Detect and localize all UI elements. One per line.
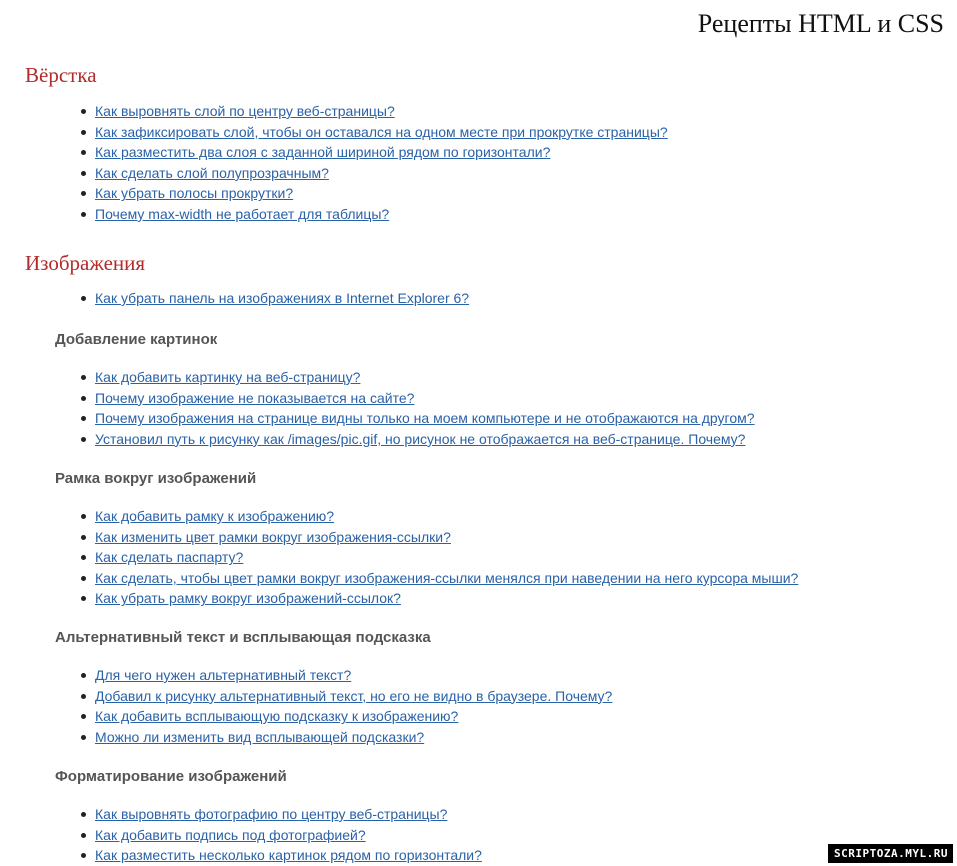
bullet-icon: [81, 735, 86, 740]
link-layout-fixed-layer[interactable]: Как зафиксировать слой, чтобы он оставался на одном месте при прокрутке страницы?: [95, 123, 668, 140]
link-formatting-center-photo[interactable]: Как выровнять фотографию по центру веб-страницы?: [95, 806, 448, 822]
subsection-title-formatting: Форматирование изображений: [55, 768, 287, 785]
link-layout-translucent-layer[interactable]: Как сделать слой полупрозрачным?: [95, 164, 329, 181]
bullet-icon: [81, 437, 86, 442]
page-title: Рецепты HTML и CSS: [697, 9, 944, 38]
link-border-remove[interactable]: Как убрать рамку вокруг изображений-ссылок?: [95, 590, 401, 607]
link-alt-add-tooltip[interactable]: Как добавить всплывающую подсказку к изображению?: [95, 708, 459, 725]
list-item: [77, 686, 612, 707]
link-formatting-side-by-side[interactable]: Как разместить несколько картинок рядом по горизонтали?: [95, 847, 482, 864]
list-item: [77, 568, 798, 589]
list-item: [77, 727, 612, 748]
bullet-icon: [81, 694, 86, 699]
bullet-icon: [81, 576, 86, 581]
link-list-border: [77, 506, 798, 609]
list-item: [77, 142, 668, 163]
bullet-icon: [81, 416, 86, 421]
list-item: [77, 547, 798, 568]
bullet-icon: [81, 514, 86, 519]
section-title-images: Изображения: [25, 251, 146, 275]
list-item: [77, 204, 668, 225]
link-layout-center-layer[interactable]: Как выровнять слой по центру веб-страницы?: [95, 103, 395, 119]
link-list-adding: [77, 367, 755, 449]
bullet-icon: [81, 150, 86, 155]
list-item: [77, 588, 798, 609]
link-list-layout: [77, 101, 668, 225]
link-layout-remove-scrollbars[interactable]: Как убрать полосы прокрутки?: [95, 185, 294, 202]
link-formatting-caption[interactable]: Как добавить подпись под фотографией?: [95, 826, 366, 843]
link-border-change-color[interactable]: Как изменить цвет рамки вокруг изображения-ссылки?: [95, 528, 451, 545]
list-item: [77, 367, 755, 388]
bullet-icon: [81, 296, 86, 301]
subsection-title-border: Рамка вокруг изображений: [55, 470, 257, 487]
bullet-icon: [81, 375, 86, 380]
link-images-ie6-toolbar[interactable]: Как убрать панель на изображениях в Internet Explorer 6?: [95, 290, 470, 306]
link-border-hover-color[interactable]: Как сделать, чтобы цвет рамки вокруг изображения-ссылки менялся при наведении на него курсора мыши?: [95, 569, 799, 586]
list-item: [77, 163, 668, 184]
subsection-title-adding: Добавление картинок: [55, 331, 218, 348]
bullet-icon: [81, 714, 86, 719]
link-list-alt-text: [77, 665, 612, 747]
list-item: [77, 183, 668, 204]
link-adding-not-shown[interactable]: Почему изображение не показывается на сайте?: [95, 389, 415, 406]
link-list-images: [77, 288, 469, 309]
bullet-icon: [81, 673, 86, 678]
list-item: [77, 408, 755, 429]
list-item: [77, 527, 798, 548]
link-layout-max-width-table[interactable]: Почему max-width не работает для таблицы?: [95, 205, 390, 222]
list-item: [77, 665, 612, 686]
watermark: SCRIPTOZA.MYL.RU: [828, 844, 953, 863]
bullet-icon: [81, 212, 86, 217]
bullet-icon: [81, 853, 86, 858]
link-alt-why-needed[interactable]: Для чего нужен альтернативный текст?: [95, 667, 352, 683]
list-item: [77, 122, 668, 143]
subsection-title-alt-text: Альтернативный текст и всплывающая подсказка: [55, 629, 431, 646]
list-item: [77, 506, 798, 527]
link-border-add[interactable]: Как добавить рамку к изображению?: [95, 508, 335, 524]
list-item: [77, 388, 755, 409]
bullet-icon: [81, 396, 86, 401]
link-alt-change-tooltip[interactable]: Можно ли изменить вид всплывающей подсказки?: [95, 728, 425, 745]
link-adding-add-picture[interactable]: Как добавить картинку на веб-страницу?: [95, 369, 361, 385]
bullet-icon: [81, 812, 86, 817]
list-item: [77, 429, 755, 450]
list-item: [77, 288, 469, 309]
link-alt-not-visible[interactable]: Добавил к рисунку альтернативный текст, но его не видно в браузере. Почему?: [95, 687, 613, 704]
link-layout-two-layers[interactable]: Как разместить два слоя с заданной шириной рядом по горизонтали?: [95, 144, 551, 161]
bullet-icon: [81, 555, 86, 560]
list-item: [77, 825, 482, 846]
bullet-icon: [81, 191, 86, 196]
list-item: [77, 845, 482, 866]
link-adding-path-issue[interactable]: Установил путь к рисунку как /images/pic.gif, но рисунок не отображается на веб-странице. Почему?: [95, 430, 746, 447]
link-border-passe-partout[interactable]: Как сделать паспарту?: [95, 549, 244, 566]
section-title-layout: Вёрстка: [25, 63, 97, 87]
list-item: [77, 804, 482, 825]
link-adding-only-my-computer[interactable]: Почему изображения на странице видны только на моем компьютере и не отображаются на другом?: [95, 410, 755, 427]
bullet-icon: [81, 596, 86, 601]
bullet-icon: [81, 833, 86, 838]
link-list-formatting: [77, 804, 482, 866]
bullet-icon: [81, 109, 86, 114]
list-item: [77, 706, 612, 727]
list-item: [77, 101, 668, 122]
bullet-icon: [81, 535, 86, 540]
bullet-icon: [81, 130, 86, 135]
bullet-icon: [81, 171, 86, 176]
